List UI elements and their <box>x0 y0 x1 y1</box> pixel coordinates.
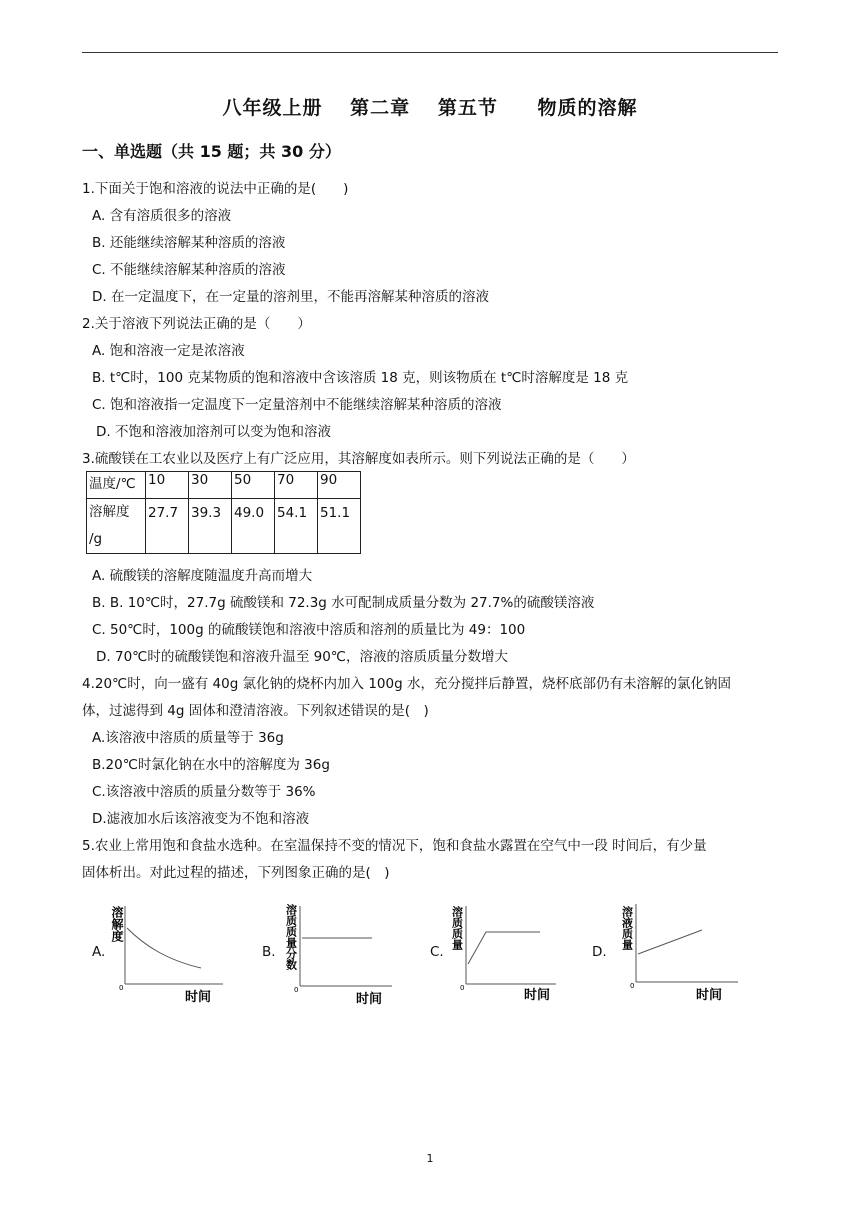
question-3-option-a: A. 硫酸镁的溶解度随温度升高而增大 <box>92 568 313 584</box>
graph-c-xlabel: 时间 <box>524 988 551 1003</box>
table-cell: 30 <box>189 472 232 499</box>
graph-c-ylabel-vertical: 溶质质量 <box>450 906 464 950</box>
graph-d-xlabel: 时间 <box>696 988 723 1003</box>
graph-b <box>280 898 395 1010</box>
graph-b-ylabel-vertical: 溶质质量分数 <box>284 904 298 970</box>
question-4-stem-line2: 体，过滤得到 4g 固体和澄清溶液。下列叙述错误的是( ) <box>82 703 429 719</box>
table-header-temp: 温度/℃ <box>87 472 146 499</box>
question-4-option-d: D.滤液加水后该溶液变为不饱和溶液 <box>92 811 310 827</box>
graph-a-ylabel-vertical: 溶解度 <box>110 906 124 942</box>
question-3-option-b: B. B. 10℃时，27.7g 硫酸镁和 72.3g 水可配制成质量分数为 27.7%的硫酸镁溶液 <box>92 595 595 611</box>
table-header-solubility-line2: /g <box>89 531 103 547</box>
question-2-option-c: C. 饱和溶液指一定温度下一定量溶剂中不能继续溶解某种溶质的溶液 <box>92 397 502 413</box>
question-3-stem: 3.硫酸镁在工农业以及医疗上有广泛应用，其溶解度如表所示。则下列说法正确的是（ ） <box>82 451 635 467</box>
question-2-stem: 2.关于溶液下列说法正确的是（ ） <box>82 316 311 332</box>
table-header-solubility <box>87 499 146 554</box>
graph-b-xlabel: 时间 <box>356 992 383 1007</box>
graph-a-xlabel: 时间 <box>185 990 212 1005</box>
graph-c <box>444 898 559 1008</box>
graph-d-letter: D. <box>592 944 607 960</box>
table-cell: 70 <box>275 472 318 499</box>
question-1-stem: 1.下面关于饱和溶液的说法中正确的是( ) <box>82 181 349 197</box>
graph-c-origin: 0 <box>460 984 465 992</box>
table-cell: 39.3 <box>189 499 232 554</box>
graph-d-ylabel-vertical: 溶液质量 <box>620 906 634 950</box>
question-1-option-a: A. 含有溶质很多的溶液 <box>92 208 232 224</box>
solubility-table <box>86 471 361 554</box>
graph-a-letter: A. <box>92 944 106 960</box>
section-heading: 一、单选题（共 15 题；共 30 分） <box>82 142 341 161</box>
question-2-option-a: A. 饱和溶液一定是浓溶液 <box>92 343 245 359</box>
question-2-option-d: D. 不饱和溶液加溶剂可以变为饱和溶液 <box>96 424 331 440</box>
graph-c-letter: C. <box>430 944 444 960</box>
table-cell: 90 <box>318 472 361 499</box>
question-2-option-b: B. t℃时，100 克某物质的饱和溶液中含该溶质 18 克，则该物质在 t℃时溶解度是 18 克 <box>92 370 629 386</box>
table-cell: 50 <box>232 472 275 499</box>
graph-a <box>105 898 230 1008</box>
question-5-stem-line1: 5.农业上常用饱和食盐水选种。在室温保持不变的情况下，饱和食盐水露置在空气中一段 时间后，有少量 <box>82 838 707 854</box>
graph-a-curve <box>127 928 201 968</box>
graph-d-origin: 0 <box>630 982 635 990</box>
graph-d-line <box>638 930 702 954</box>
page-number: 1 <box>426 1152 434 1165</box>
table-row <box>87 499 361 554</box>
question-1-option-c: C. 不能继续溶解某种溶质的溶液 <box>92 262 286 278</box>
graph-b-origin: 0 <box>294 986 299 994</box>
title-topic: 物质的溶解 <box>537 97 638 119</box>
table-cell: 27.7 <box>146 499 189 554</box>
table-cell: 51.1 <box>318 499 361 554</box>
graph-c-line <box>468 932 540 964</box>
title-chapter: 第二章 <box>350 97 411 119</box>
graph-d <box>614 898 744 1008</box>
question-4-option-c: C.该溶液中溶质的质量分数等于 36% <box>92 784 316 800</box>
question-1-option-b: B. 还能继续溶解某种溶质的溶液 <box>92 235 286 251</box>
question-3-option-d: D. 70℃时的硫酸镁饱和溶液升温至 90℃，溶液的溶质质量分数增大 <box>96 649 508 665</box>
table-cell: 54.1 <box>275 499 318 554</box>
question-4-option-a: A.该溶液中溶质的质量等于 36g <box>92 730 284 746</box>
question-4-stem-line1: 4.20℃时，向一盛有 40g 氯化钠的烧杯内加入 100g 水，充分搅拌后静置，烧杯底部仍有未溶解的氯化钠固 <box>82 676 731 692</box>
question-3-option-c: C. 50℃时，100g 的硫酸镁饱和溶液中溶质和溶剂的质量比为 49：100 <box>92 622 526 638</box>
title-section: 第五节 <box>437 97 498 119</box>
graph-a-origin: 0 <box>119 984 124 992</box>
table-cell: 10 <box>146 472 189 499</box>
question-4-option-b: B.20℃时氯化钠在水中的溶解度为 36g <box>92 757 330 773</box>
table-row <box>87 472 361 499</box>
table-cell: 49.0 <box>232 499 275 554</box>
graph-b-letter: B. <box>262 944 276 960</box>
header-rule <box>82 52 778 53</box>
question-5-stem-line2: 固体析出。对此过程的描述，下列图象正确的是( ) <box>82 865 390 881</box>
table-header-solubility-line1: 溶解度 <box>89 504 130 520</box>
question-1-option-d: D. 在一定温度下，在一定量的溶剂里，不能再溶解某种溶质的溶液 <box>92 289 489 305</box>
title-grade: 八年级上册 <box>222 97 323 119</box>
page-title <box>0 93 860 120</box>
